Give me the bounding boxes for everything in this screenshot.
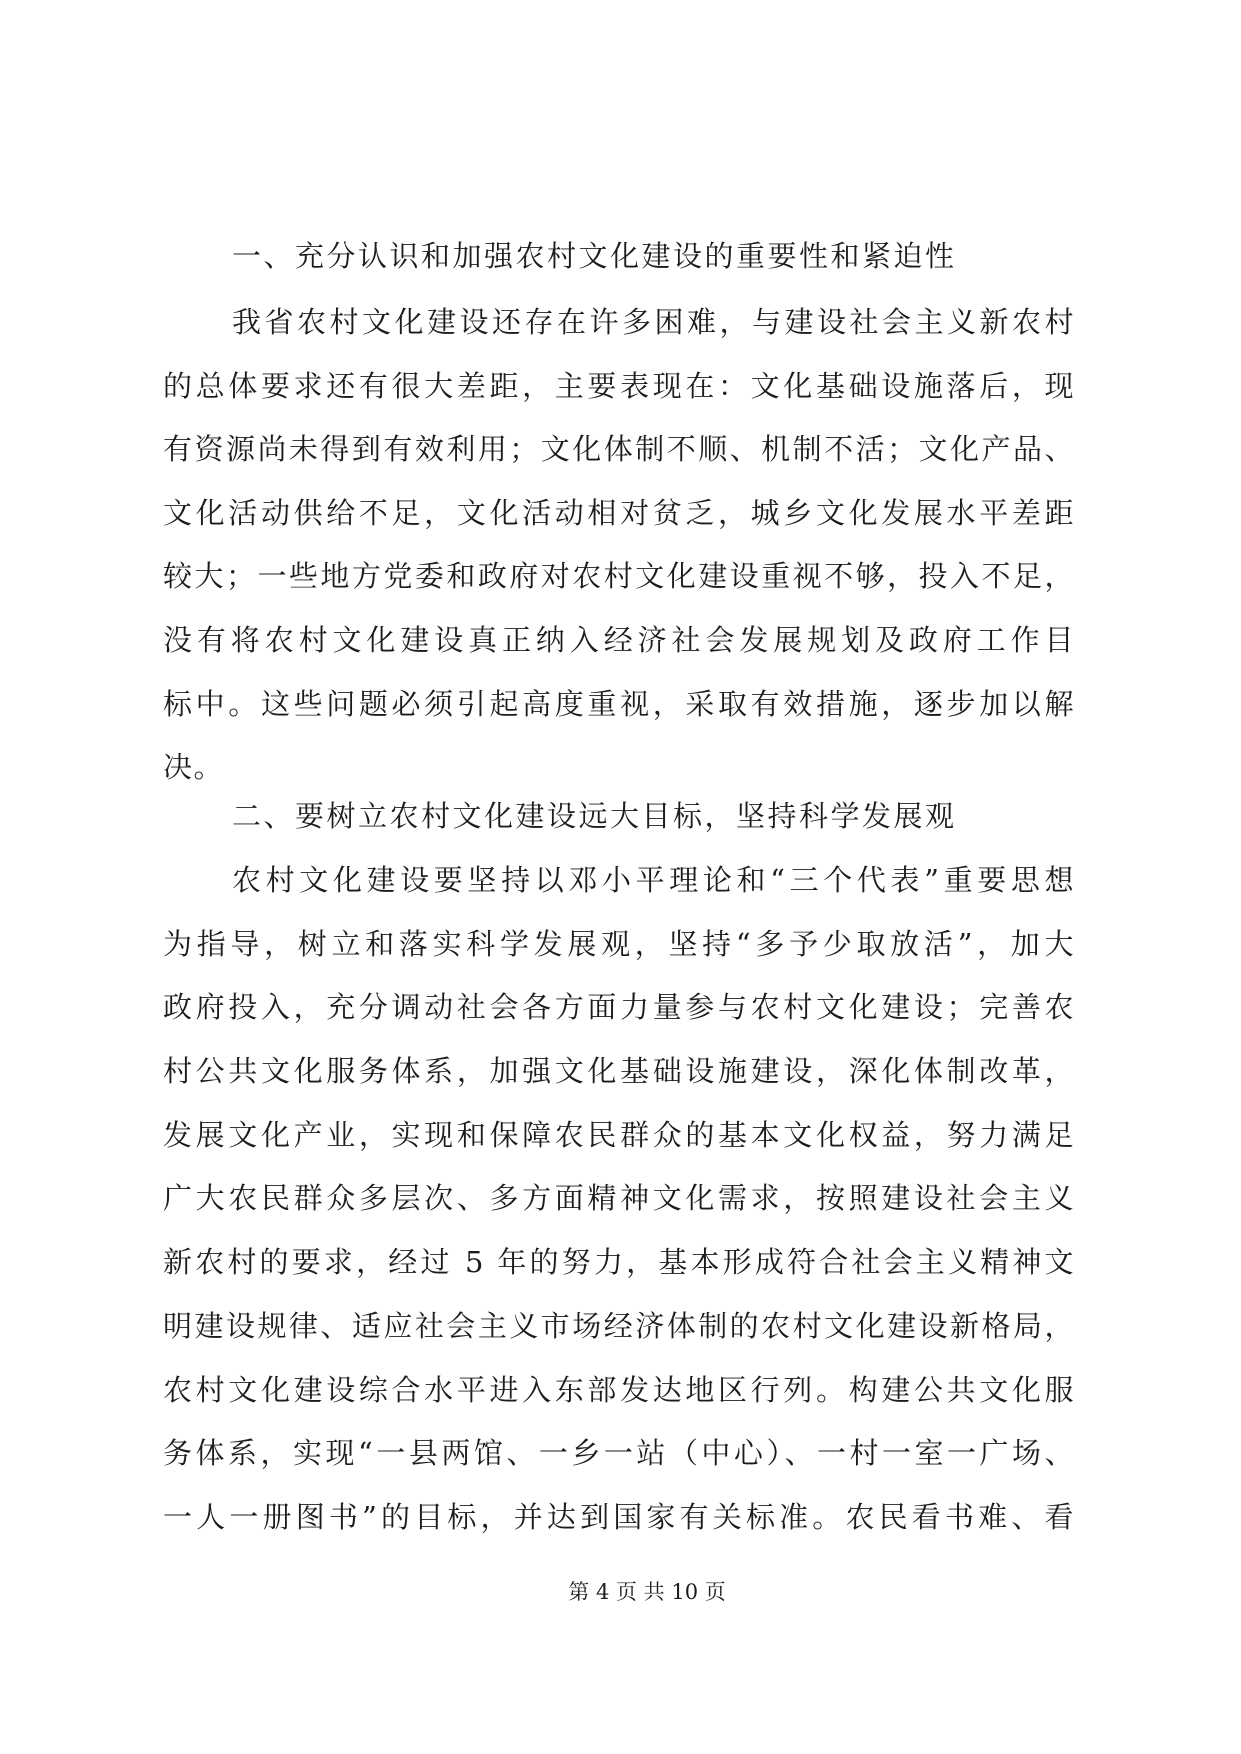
paragraph-line: 发展文化产业，实现和保障农民群众的基本文化权益，努力满足 [163,1118,1075,1152]
paragraph-line: 我省农村文化建设还存在许多困难，与建设社会主义新农村 [232,305,1075,339]
paragraph-line: 有资源尚未得到有效利用；文化体制不顺、机制不活；文化产品、 [163,432,1075,466]
paragraph-line: 明建设规律、适应社会主义市场经济体制的农村文化建设新格局， [163,1309,1075,1343]
paragraph-line: 的总体要求还有很大差距，主要表现在：文化基础设施落后，现 [163,369,1075,403]
paragraph-line: 决。 [163,750,225,784]
page-number-footer: 第 4 页 共 10 页 [568,1580,726,1604]
paragraph-line: 政府投入，充分调动社会各方面力量参与农村文化建设；完善农 [163,990,1075,1024]
paragraph-line: 文化活动供给不足，文化活动相对贫乏，城乡文化发展水平差距 [163,496,1075,530]
paragraph-line: 没有将农村文化建设真正纳入经济社会发展规划及政府工作目 [163,623,1075,657]
paragraph-line: 广大农民群众多层次、多方面精神文化需求，按照建设社会主义 [163,1181,1075,1215]
section-heading: 二、要树立农村文化建设远大目标，坚持科学发展观 [232,799,957,833]
paragraph-line: 农村文化建设综合水平进入东部发达地区行列。构建公共文化服 [163,1373,1075,1407]
paragraph-line: 新农村的要求，经过 5 年的努力，基本形成符合社会主义精神文 [163,1245,1075,1279]
paragraph-line: 较大；一些地方党委和政府对农村文化建设重视不够，投入不足， [163,559,1075,593]
paragraph-line: 一人一册图书”的目标，并达到国家有关标准。农民看书难、看 [163,1500,1075,1534]
paragraph-line: 农村文化建设要坚持以邓小平理论和“三个代表”重要思想 [232,863,1075,897]
paragraph-line: 为指导，树立和落实科学发展观，坚持“多予少取放活”，加大 [163,927,1075,961]
paragraph-line: 村公共文化服务体系，加强文化基础设施建设，深化体制改革， [163,1054,1075,1088]
paragraph-line: 标中。这些问题必须引起高度重视，采取有效措施，逐步加以解 [163,687,1075,721]
section-heading: 一、充分认识和加强农村文化建设的重要性和紧迫性 [232,239,957,273]
paragraph-line: 务体系，实现“一县两馆、一乡一站（中心）、一村一室一广场、 [163,1436,1075,1470]
